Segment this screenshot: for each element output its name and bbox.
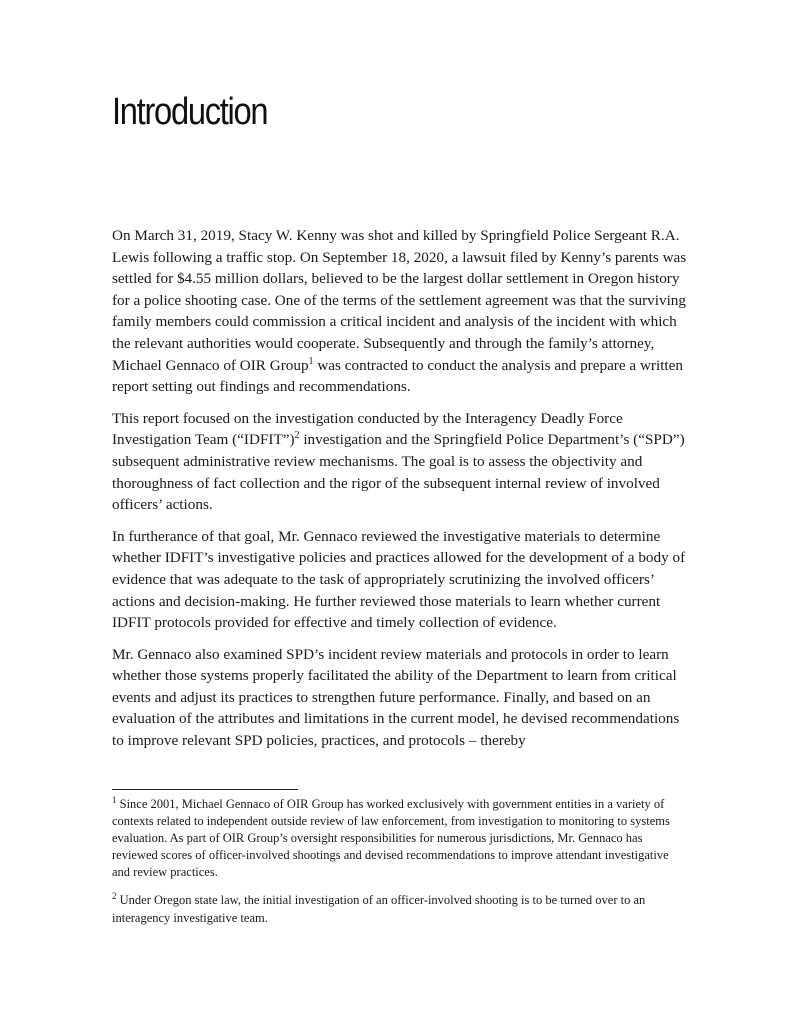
paragraph-text: On March 31, 2019, Stacy W. Kenny was shot and killed by Springfield Police Sergeant R.A. Lewis following a traffic stop. On September 18, 2020, a lawsuit filed by Kenny’s parents was settled for $4.55 million dollars, believed to be the largest dollar settlement in Oregon history for a police shooting case. One of the terms of the settlement agreement was that the surviving family members could commission a critical incident and analysis of the incident with which the relevant authorities would cooperate. Subsequently and through the family’s attorney, Michael Gennaco of OIR Group [112, 227, 687, 374]
body-text [112, 225, 688, 762]
paragraph-3 [112, 526, 688, 634]
paragraph-text: In furtherance of that goal, Mr. Gennaco reviewed the investigative materials to determine whether IDFIT’s investigative policies and practices allowed for the development of a body of evidence that was adequate to the task of appropriately scrutinizing the involved officers’ actions and decision-making. He further reviewed those materials to learn whether current IDFIT protocols provided for effective and timely collection of evidence. [112, 527, 686, 632]
paragraph-text: This report focused on the investigation conducted by the Interagency Deadly Force Investigation Team (“IDFIT”) [112, 409, 623, 449]
footnote-marker: 2 [112, 891, 117, 902]
footnote-1 [112, 796, 688, 881]
footnote-ref-1[interactable]: 1 [308, 355, 314, 367]
paragraph-2 [112, 408, 688, 516]
page-title: Introduction [112, 91, 268, 133]
footnotes [112, 796, 688, 938]
footnote-text: Under Oregon state law, the initial investigation of an officer-involved shooting is to be turned over to an interagency investigative team. [112, 893, 646, 925]
paragraph-1 [112, 225, 688, 398]
paragraph-4 [112, 644, 688, 752]
footnote-2 [112, 892, 688, 926]
paragraph-text: investigation and the Springfield Police Department’s (“SPD”) subsequent administrative review mechanisms. The goal is to assess the objectivity and thoroughness of fact collection and the rigor of the subsequent internal review of involved officers’ actions. [112, 431, 685, 514]
footnote-separator [112, 789, 298, 790]
footnote-marker: 1 [112, 795, 117, 805]
footnote-text: Since 2001, Michael Gennaco of OIR Group has worked exclusively with government entities in a variety of contexts related to independent outside review of law enforcement, from investigation to monitoring to systems evaluation. As part of OIR Group’s oversight responsibilities for numerous jurisdictions, Mr. Gennaco has reviewed scores of officer-involved shootings and devised recommendations to improve attendant investigative and review practices. [112, 797, 670, 880]
footnote-ref-2[interactable]: 2 [294, 430, 300, 442]
paragraph-text: Mr. Gennaco also examined SPD’s incident review materials and protocols in order to learn whether those systems properly facilitated the ability of the Department to learn from critical events and adjust its practices to strengthen future performance. Finally, and based on an evaluation of the attributes and limitations in the current model, he devised recommendations to improve relevant SPD policies, practices, and protocols – thereby [112, 645, 680, 750]
paragraph-text: was contracted to conduct the analysis and prepare a written report setting out findings and recommendations. [112, 356, 683, 396]
